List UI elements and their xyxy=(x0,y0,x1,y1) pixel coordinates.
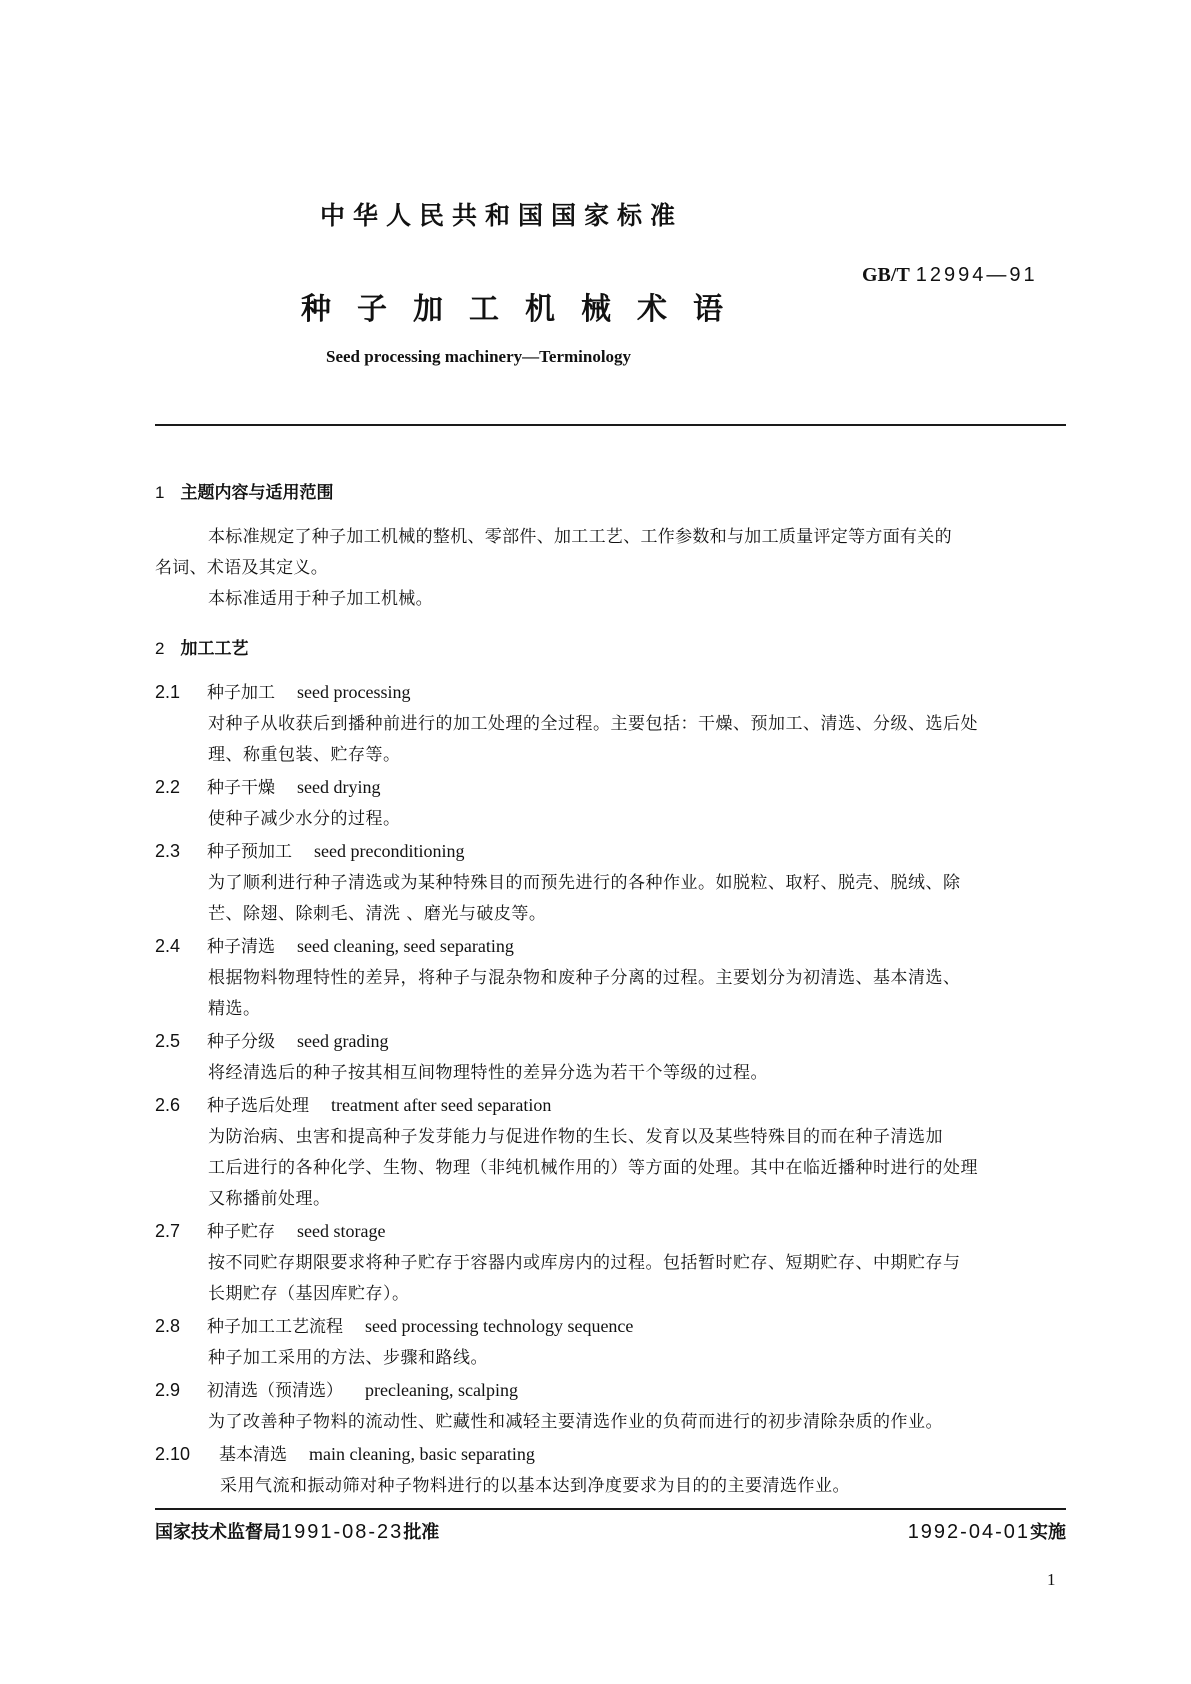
term-en: seed cleaning, seed separating xyxy=(297,936,514,956)
standard-code-number: 12994—91 xyxy=(915,264,1038,286)
term-number: 2.2 xyxy=(155,777,181,797)
term-2-4 xyxy=(155,932,514,957)
approval-line xyxy=(155,1518,439,1544)
term-number: 2.10 xyxy=(155,1444,191,1464)
document-title-en: Seed processing machinery—Terminology xyxy=(326,347,632,366)
term-en: seed processing xyxy=(297,682,411,702)
term-zh: 种子贮存 xyxy=(207,1222,275,1242)
term-2-2 xyxy=(155,773,380,798)
term-definition-line: 又称播前处理。 xyxy=(208,1189,331,1209)
term-definition-line: 采用气流和振动筛对种子物料进行的以基本达到净度要求为目的的主要清选作业。 xyxy=(220,1476,850,1496)
term-2-8 xyxy=(155,1312,633,1337)
term-definition-line: 按不同贮存期限要求将种子贮存于容器内或库房内的过程。包括暂时贮存、短期贮存、中期贮存与 xyxy=(208,1253,961,1273)
term-number: 2.3 xyxy=(155,841,181,861)
term-zh: 种子预加工 xyxy=(207,842,292,862)
term-number: 2.4 xyxy=(155,936,181,956)
term-number: 2.6 xyxy=(155,1095,181,1115)
term-en: seed preconditioning xyxy=(314,841,465,861)
page-number: 1 xyxy=(1047,1570,1056,1589)
effective-line xyxy=(908,1518,1066,1544)
header-divider xyxy=(155,424,1066,426)
section-number: 1 xyxy=(155,483,165,502)
term-definition-line: 精选。 xyxy=(208,999,261,1019)
term-definition-line: 理、称重包装、贮存等。 xyxy=(208,745,401,765)
term-2-3 xyxy=(155,837,464,862)
term-2-1 xyxy=(155,678,410,703)
approval-date: 1991-08-23 xyxy=(281,1521,404,1543)
effective-date: 1992-04-01 xyxy=(907,1521,1030,1543)
term-zh: 基本清选 xyxy=(219,1445,287,1465)
approval-suffix: 批准 xyxy=(403,1522,440,1543)
document-title-zh: 种子加工机械术语 xyxy=(301,292,749,327)
section-number: 2 xyxy=(155,639,165,658)
term-en: seed drying xyxy=(297,777,381,797)
standard-code-prefix: GB/T xyxy=(862,264,910,286)
term-definition-line: 芒、除翅、除刺毛、清洗 、磨光与破皮等。 xyxy=(208,904,547,924)
section-1-paragraph-line: 本标准适用于种子加工机械。 xyxy=(208,589,433,609)
term-zh: 种子加工 xyxy=(207,683,275,703)
term-definition-line: 为防治病、虫害和提高种子发芽能力与促进作物的生长、发育以及某些特殊目的而在种子清选加 xyxy=(208,1127,943,1147)
standard-code xyxy=(862,262,1038,287)
term-definition-line: 使种子减少水分的过程。 xyxy=(208,809,401,829)
term-number: 2.1 xyxy=(155,682,181,702)
term-definition-line: 为了改善种子物料的流动性、贮藏性和减轻主要清选作业的负荷而进行的初步清除杂质的作业。 xyxy=(208,1412,943,1432)
term-2-6 xyxy=(155,1091,551,1116)
term-zh: 种子清选 xyxy=(207,937,275,957)
term-zh: 种子加工工艺流程 xyxy=(207,1317,343,1337)
term-definition-line: 根据物料物理特性的差异，将种子与混杂物和废种子分离的过程。主要划分为初清选、基本清选、 xyxy=(208,968,961,988)
term-number: 2.8 xyxy=(155,1316,181,1336)
section-1-paragraph-line: 名词、术语及其定义。 xyxy=(155,558,328,578)
term-zh: 种子分级 xyxy=(207,1032,275,1052)
term-en: treatment after seed separation xyxy=(331,1095,552,1115)
section-title: 加工工艺 xyxy=(180,639,249,659)
section-title: 主题内容与适用范围 xyxy=(180,483,334,503)
term-2-7 xyxy=(155,1217,385,1242)
approval-authority: 国家技术监督局 xyxy=(155,1522,281,1543)
term-2-10 xyxy=(155,1440,535,1465)
term-en: main cleaning, basic separating xyxy=(309,1444,535,1464)
term-number: 2.7 xyxy=(155,1221,181,1241)
term-en: seed processing technology sequence xyxy=(365,1316,634,1336)
section-1-paragraph-line: 本标准规定了种子加工机械的整机、零部件、加工工艺、工作参数和与加工质量评定等方面有关的 xyxy=(208,527,952,547)
term-zh: 种子干燥 xyxy=(207,778,275,798)
term-definition-line: 种子加工采用的方法、步骤和路线。 xyxy=(208,1348,488,1368)
term-number: 2.9 xyxy=(155,1380,181,1400)
term-definition-line: 对种子从收获后到播种前进行的加工处理的全过程。主要包括：干燥、预加工、清选、分级、选后处 xyxy=(208,714,978,734)
section-1-heading xyxy=(155,478,333,503)
section-2-heading xyxy=(155,634,248,659)
term-2-9 xyxy=(155,1376,518,1401)
term-definition-line: 长期贮存（基因库贮存）。 xyxy=(208,1284,410,1304)
term-definition-line: 为了顺利进行种子清选或为某种特殊目的而预先进行的各种作业。如脱粒、取籽、脱壳、脱绒、除 xyxy=(208,873,961,893)
term-en: seed storage xyxy=(297,1221,386,1241)
term-en: seed grading xyxy=(297,1031,389,1051)
term-number: 2.5 xyxy=(155,1031,181,1051)
standard-body-heading: 中华人民共和国国家标准 xyxy=(320,201,684,230)
term-2-5 xyxy=(155,1027,388,1052)
term-zh: 种子选后处理 xyxy=(207,1096,309,1116)
footer-divider xyxy=(155,1508,1066,1510)
term-definition-line: 将经清选后的种子按其相互间物理特性的差异分选为若干个等级的过程。 xyxy=(208,1063,768,1083)
effective-suffix: 实施 xyxy=(1030,1522,1066,1543)
term-zh: 初清选（预清选） xyxy=(207,1381,343,1401)
term-definition-line: 工后进行的各种化学、生物、物理（非纯机械作用的）等方面的处理。其中在临近播种时进行的处理 xyxy=(208,1158,978,1178)
term-en: precleaning, scalping xyxy=(365,1380,518,1400)
